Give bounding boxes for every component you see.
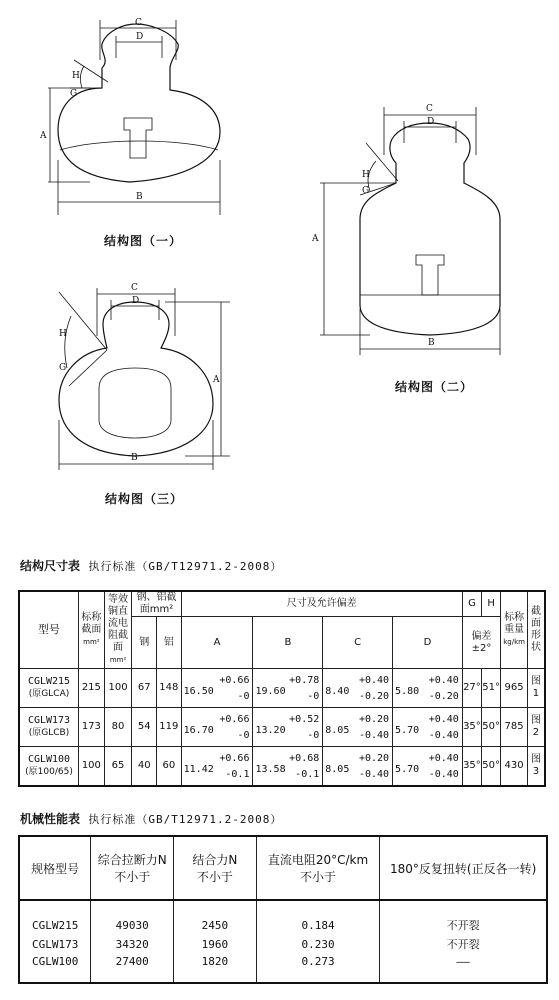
- col-D: D: [393, 617, 463, 669]
- cell-equiv: 80: [104, 708, 132, 747]
- table1-row: [19, 669, 545, 708]
- cell-dim-D: +0.40 5.70 -0.40: [393, 708, 463, 747]
- table1-title: 结构尺寸表: [20, 559, 81, 573]
- col-dims: 尺寸及允许偏差: [181, 591, 462, 617]
- svg-text:A: A: [40, 131, 47, 141]
- cell-weight: 965: [501, 669, 528, 708]
- svg-text:B: B: [428, 338, 435, 348]
- structure-dimension-table: [18, 590, 546, 787]
- svg-text:D: D: [136, 32, 144, 42]
- t2-cell-break: 27400: [91, 954, 174, 983]
- svg-text:H: H: [362, 170, 370, 180]
- cell-dim-D: +0.40 5.80 -0.20: [393, 669, 463, 708]
- cell-dim-B: +0.68 13.58 -0.1: [253, 747, 323, 787]
- table2-heading: [20, 810, 282, 827]
- cell-shape: 图2: [527, 708, 545, 747]
- cell-equiv: 100: [104, 669, 132, 708]
- t2-cell-model: CGLW215: [19, 900, 91, 934]
- t2-cell-torsion: 不开裂: [380, 934, 547, 954]
- fig2-profile: [360, 123, 500, 335]
- svg-text:D: D: [427, 117, 435, 127]
- table1-body: [19, 669, 545, 787]
- cell-shape: 图3: [527, 747, 545, 787]
- cell-dim-B: +0.52 13.20 -0: [253, 708, 323, 747]
- cell-G: 27°: [462, 669, 481, 708]
- svg-text:G: G: [70, 89, 78, 99]
- t2-col-resistance: 直流电阻20°C/km 不小于: [256, 836, 380, 900]
- t2-cell-res: 0.184: [256, 900, 380, 934]
- table2-row: [19, 954, 547, 983]
- table1-heading: [20, 557, 282, 574]
- table2-standard: 执行标准（GB/T12971.2-2008）: [88, 813, 283, 826]
- col-C: C: [323, 617, 393, 669]
- cell-dim-C: +0.40 8.40 -0.20: [323, 669, 393, 708]
- cell-dim-C: +0.20 8.05 -0.40: [323, 708, 393, 747]
- svg-text:B: B: [131, 453, 138, 463]
- fig2-caption: 结构图（二）: [395, 380, 474, 394]
- table2-row: [19, 900, 547, 934]
- cell-al: 148: [157, 669, 182, 708]
- t2-cell-bond: 1820: [174, 954, 257, 983]
- t2-cell-torsion: ——: [380, 954, 547, 983]
- cell-H: 51°: [482, 669, 501, 708]
- cell-al: 60: [157, 747, 182, 787]
- col-steel-al-area: 钢、铝截面mm²: [132, 591, 181, 617]
- cell-G: 35°: [462, 708, 481, 747]
- table2-row: [19, 934, 547, 954]
- col-model: 型号: [19, 591, 79, 669]
- cell-model: CGLW173 (原GLCB): [19, 708, 79, 747]
- fig3-profile: [59, 302, 213, 456]
- t2-cell-break: 49030: [91, 900, 174, 934]
- col-aluminum: 铝: [157, 617, 182, 669]
- cell-dim-B: +0.78 19.60 -0: [253, 669, 323, 708]
- cell-weight: 785: [501, 708, 528, 747]
- t2-cell-bond: 2450: [174, 900, 257, 934]
- diagram-figure-1: [30, 10, 240, 220]
- col-equiv-area: 等效铜直流电阻截面 mm²: [104, 591, 132, 669]
- fig1-caption: 结构图（一）: [104, 234, 183, 248]
- cell-steel: 54: [132, 708, 157, 747]
- cell-nominal: 173: [79, 708, 105, 747]
- svg-text:G: G: [362, 186, 370, 196]
- svg-text:H: H: [59, 329, 67, 339]
- col-steel: 钢: [132, 617, 157, 669]
- col-A: A: [181, 617, 253, 669]
- t2-col-model: 规格型号: [19, 836, 91, 900]
- fig3-caption: 结构图（三）: [105, 492, 184, 506]
- cell-weight: 430: [501, 747, 528, 787]
- cell-model: CGLW215 (原GLCA): [19, 669, 79, 708]
- table1-row: [19, 708, 545, 747]
- diagram-figure-3: [45, 270, 240, 475]
- t2-cell-model: CGLW173: [19, 934, 91, 954]
- svg-text:H: H: [72, 71, 80, 81]
- svg-text:A: A: [213, 375, 220, 385]
- t2-cell-model: CGLW100: [19, 954, 91, 983]
- svg-text:A: A: [312, 234, 319, 244]
- cell-model: CGLW100 (原100/65): [19, 747, 79, 787]
- cell-H: 50°: [482, 708, 501, 747]
- col-B: B: [253, 617, 323, 669]
- t2-cell-break: 34320: [91, 934, 174, 954]
- cell-shape: 图1: [527, 669, 545, 708]
- svg-text:D: D: [132, 296, 140, 306]
- t2-cell-res: 0.273: [256, 954, 380, 983]
- t2-cell-torsion: 不开裂: [380, 900, 547, 934]
- col-nominal-area: 标称截面 mm²: [79, 591, 105, 669]
- t2-col-bond: 结合力N 不小于: [174, 836, 257, 900]
- col-angle-tol: 偏差±2°: [462, 617, 500, 669]
- cell-dim-A: +0.66 16.50 -0: [181, 669, 253, 708]
- cell-dim-A: +0.66 16.70 -0: [181, 708, 253, 747]
- table1-standard: 执行标准（GB/T12971.2-2008）: [88, 560, 283, 573]
- table2-title: 机械性能表: [20, 812, 81, 826]
- cell-steel: 40: [132, 747, 157, 787]
- cell-dim-C: +0.20 8.05 -0.40: [323, 747, 393, 787]
- col-H: H: [482, 591, 501, 617]
- svg-text:C: C: [131, 283, 138, 293]
- mechanical-performance-table: [18, 835, 548, 984]
- col-shape: 截面形状: [527, 591, 545, 669]
- t2-col-torsion: 180°反复扭转(正反各一转): [380, 836, 547, 900]
- t2-cell-res: 0.230: [256, 934, 380, 954]
- t2-col-break: 综合拉断力N 不小于: [91, 836, 174, 900]
- cell-nominal: 100: [79, 747, 105, 787]
- diagram-figure-2: [300, 95, 510, 360]
- svg-text:B: B: [136, 192, 143, 202]
- table2-body: [19, 900, 547, 983]
- col-weight: 标称重量 kg/km: [501, 591, 528, 669]
- svg-text:C: C: [426, 104, 433, 114]
- cell-dim-A: +0.66 11.42 -0.1: [181, 747, 253, 787]
- cell-G: 35°: [462, 747, 481, 787]
- cell-equiv: 65: [104, 747, 132, 787]
- cell-steel: 67: [132, 669, 157, 708]
- cell-H: 50°: [482, 747, 501, 787]
- svg-text:G: G: [59, 363, 67, 373]
- cell-al: 119: [157, 708, 182, 747]
- col-G: G: [462, 591, 481, 617]
- svg-text:C: C: [135, 18, 142, 28]
- t2-cell-bond: 1960: [174, 934, 257, 954]
- cell-dim-D: +0.40 5.70 -0.40: [393, 747, 463, 787]
- cell-nominal: 215: [79, 669, 105, 708]
- table1-row: [19, 747, 545, 787]
